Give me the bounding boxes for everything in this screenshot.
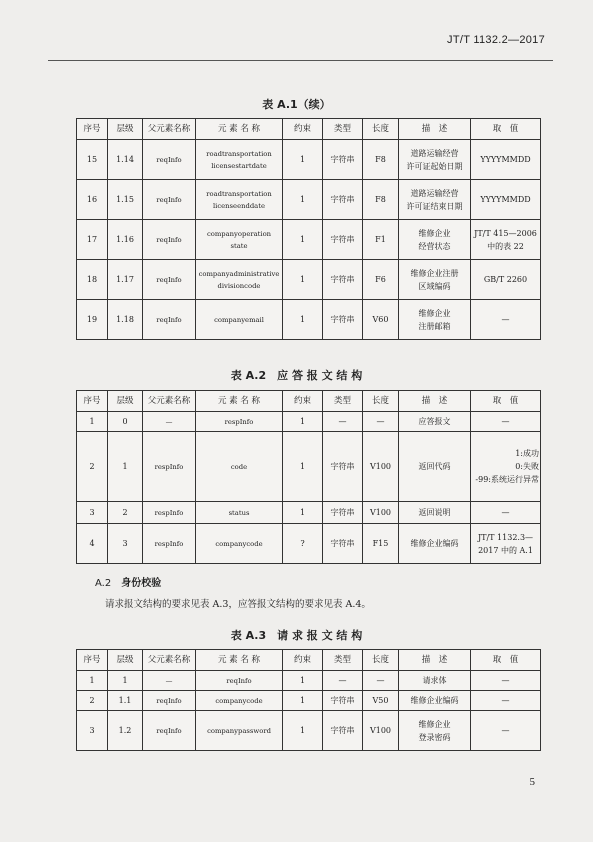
cell-description: 返回代码 (399, 432, 471, 502)
cell-constraint: 1 (283, 180, 323, 220)
column-header-parent: 父元素名称 (143, 391, 196, 412)
cell-value: — (471, 691, 541, 711)
cell-type: 字符串 (323, 502, 363, 524)
cell-seq: 19 (77, 300, 108, 340)
table-row (77, 671, 541, 691)
column-header-length: 长度 (363, 650, 399, 671)
header-row (77, 650, 541, 671)
column-header-seq: 序号 (77, 650, 108, 671)
cell-length: V100 (363, 432, 399, 502)
cell-level: 1 (108, 432, 143, 502)
cell-parent: reqInfo (143, 691, 196, 711)
cell-value: — (471, 300, 541, 340)
cell-level: 1.18 (108, 300, 143, 340)
column-header-type: 类型 (323, 391, 363, 412)
cell-description: 维修企业 经营状态 (399, 220, 471, 260)
table-row (77, 300, 541, 340)
cell-constraint: ? (283, 524, 323, 564)
column-header-level: 层级 (108, 650, 143, 671)
cell-element-name: companycode (196, 524, 283, 564)
cell-description: 应答报文 (399, 412, 471, 432)
section-number: A.2 (95, 578, 112, 589)
table-row (77, 691, 541, 711)
cell-length: V50 (363, 691, 399, 711)
cell-parent: respInfo (143, 502, 196, 524)
cell-seq: 1 (77, 671, 108, 691)
column-header-description: 描 述 (399, 650, 471, 671)
column-header-level: 层级 (108, 391, 143, 412)
cell-value: — (471, 502, 541, 524)
cell-type: — (323, 412, 363, 432)
cell-constraint: 1 (283, 502, 323, 524)
column-header-description: 描 述 (399, 391, 471, 412)
table-row (77, 711, 541, 751)
cell-element-name: companyoperation state (196, 220, 283, 260)
cell-seq: 3 (77, 711, 108, 751)
table-row (77, 524, 541, 564)
cell-type: 字符串 (323, 260, 363, 300)
cell-length: V100 (363, 502, 399, 524)
cell-type: 字符串 (323, 140, 363, 180)
cell-seq: 3 (77, 502, 108, 524)
cell-description: 返回说明 (399, 502, 471, 524)
cell-element-name: companyadministrative divisioncode (196, 260, 283, 300)
cell-element-name: companycode (196, 691, 283, 711)
table-a1 (76, 118, 541, 340)
cell-element-name: roadtransportation licenseenddate (196, 180, 283, 220)
cell-description: 维修企业编码 (399, 524, 471, 564)
column-header-parent: 父元素名称 (143, 650, 196, 671)
table-a3 (76, 649, 541, 751)
column-header-element-name: 元 素 名 称 (196, 650, 283, 671)
cell-seq: 15 (77, 140, 108, 180)
cell-seq: 18 (77, 260, 108, 300)
table-row (77, 412, 541, 432)
cell-value: — (471, 412, 541, 432)
cell-constraint: 1 (283, 220, 323, 260)
header-row (77, 119, 541, 140)
cell-constraint: 1 (283, 140, 323, 180)
column-header-element-name: 元 素 名 称 (196, 391, 283, 412)
column-header-seq: 序号 (77, 119, 108, 140)
column-header-description: 描 述 (399, 119, 471, 140)
cell-constraint: 1 (283, 671, 323, 691)
section-heading (95, 574, 161, 589)
cell-value: JT/T 415—2006 中的表 22 (471, 220, 541, 260)
cell-description: 维修企业 登录密码 (399, 711, 471, 751)
cell-seq: 2 (77, 691, 108, 711)
page-number: 5 (529, 776, 535, 788)
cell-length: — (363, 671, 399, 691)
table-row (77, 140, 541, 180)
cell-length: — (363, 412, 399, 432)
column-header-value: 取 值 (471, 119, 541, 140)
body-paragraph: 请求报文结构的要求见表 A.3，应答报文结构的要求见表 A.4。 (105, 599, 371, 610)
cell-element-name: companyemail (196, 300, 283, 340)
cell-value: — (471, 711, 541, 751)
cell-description: 维修企业 注册邮箱 (399, 300, 471, 340)
cell-constraint: 1 (283, 691, 323, 711)
cell-parent: reqInfo (143, 260, 196, 300)
cell-level: 0 (108, 412, 143, 432)
column-header-length: 长度 (363, 119, 399, 140)
cell-parent: reqInfo (143, 711, 196, 751)
column-header-constraint: 约束 (283, 650, 323, 671)
cell-type: 字符串 (323, 711, 363, 751)
cell-level: 1.17 (108, 260, 143, 300)
cell-level: 1.1 (108, 691, 143, 711)
cell-value: YYYYMMDD (471, 140, 541, 180)
cell-length: F8 (363, 140, 399, 180)
column-header-value: 取 值 (471, 391, 541, 412)
table-a3-caption: 表 A.3 请 求 报 文 结 构 (230, 629, 363, 642)
table-a1-caption: 表 A.1（续） (262, 98, 331, 111)
cell-description: 请求体 (399, 671, 471, 691)
cell-element-name: respInfo (196, 412, 283, 432)
column-header-parent: 父元素名称 (143, 119, 196, 140)
cell-parent: reqInfo (143, 300, 196, 340)
column-header-type: 类型 (323, 119, 363, 140)
cell-length: V60 (363, 300, 399, 340)
cell-element-name: reqInfo (196, 671, 283, 691)
cell-element-name: code (196, 432, 283, 502)
column-header-type: 类型 (323, 650, 363, 671)
cell-parent: reqInfo (143, 140, 196, 180)
column-header-constraint: 约束 (283, 119, 323, 140)
cell-seq: 1 (77, 412, 108, 432)
cell-type: 字符串 (323, 180, 363, 220)
cell-parent: — (143, 671, 196, 691)
cell-constraint: 1 (283, 432, 323, 502)
cell-type: 字符串 (323, 524, 363, 564)
cell-seq: 17 (77, 220, 108, 260)
cell-constraint: 1 (283, 260, 323, 300)
cell-length: F15 (363, 524, 399, 564)
cell-parent: — (143, 412, 196, 432)
cell-seq: 16 (77, 180, 108, 220)
column-header-length: 长度 (363, 391, 399, 412)
cell-parent: reqInfo (143, 180, 196, 220)
cell-element-name: roadtransportation licensestartdate (196, 140, 283, 180)
cell-parent: reqInfo (143, 220, 196, 260)
cell-level: 1.2 (108, 711, 143, 751)
cell-constraint: 1 (283, 412, 323, 432)
cell-value: 1:成功 0:失败 -99:系统运行异常 (471, 432, 541, 502)
column-header-value: 取 值 (471, 650, 541, 671)
table-row (77, 220, 541, 260)
cell-description: 道路运输经营 许可证结束日期 (399, 180, 471, 220)
cell-description: 道路运输经营 许可证起始日期 (399, 140, 471, 180)
cell-level: 1.15 (108, 180, 143, 220)
cell-parent: respInfo (143, 432, 196, 502)
table-row (77, 502, 541, 524)
cell-length: V100 (363, 711, 399, 751)
cell-length: F6 (363, 260, 399, 300)
cell-element-name: companypassword (196, 711, 283, 751)
cell-level: 1 (108, 671, 143, 691)
cell-parent: respInfo (143, 524, 196, 564)
header-rule (48, 60, 553, 61)
cell-type: 字符串 (323, 691, 363, 711)
table-row (77, 260, 541, 300)
cell-constraint: 1 (283, 300, 323, 340)
cell-description: 维修企业编码 (399, 691, 471, 711)
cell-description: 维修企业注册 区域编码 (399, 260, 471, 300)
section-title: 身份校验 (121, 578, 162, 589)
cell-level: 2 (108, 502, 143, 524)
table-a2-caption: 表 A.2 应 答 报 文 结 构 (230, 369, 363, 382)
cell-type: 字符串 (323, 432, 363, 502)
cell-length: F8 (363, 180, 399, 220)
column-header-element-name: 元 素 名 称 (196, 119, 283, 140)
cell-constraint: 1 (283, 711, 323, 751)
header-row (77, 391, 541, 412)
table-a2 (76, 390, 541, 564)
cell-length: F1 (363, 220, 399, 260)
cell-level: 1.16 (108, 220, 143, 260)
document-code: JT/T 1132.2—2017 (447, 34, 545, 46)
column-header-level: 层级 (108, 119, 143, 140)
cell-level: 3 (108, 524, 143, 564)
cell-seq: 2 (77, 432, 108, 502)
cell-type: — (323, 671, 363, 691)
column-header-constraint: 约束 (283, 391, 323, 412)
table-row (77, 180, 541, 220)
cell-level: 1.14 (108, 140, 143, 180)
cell-value: JT/T 1132.3— 2017 中的 A.1 (471, 524, 541, 564)
cell-value: YYYYMMDD (471, 180, 541, 220)
cell-value: — (471, 671, 541, 691)
cell-type: 字符串 (323, 300, 363, 340)
column-header-seq: 序号 (77, 391, 108, 412)
cell-value: GB/T 2260 (471, 260, 541, 300)
table-row (77, 432, 541, 502)
cell-seq: 4 (77, 524, 108, 564)
cell-type: 字符串 (323, 220, 363, 260)
cell-element-name: status (196, 502, 283, 524)
